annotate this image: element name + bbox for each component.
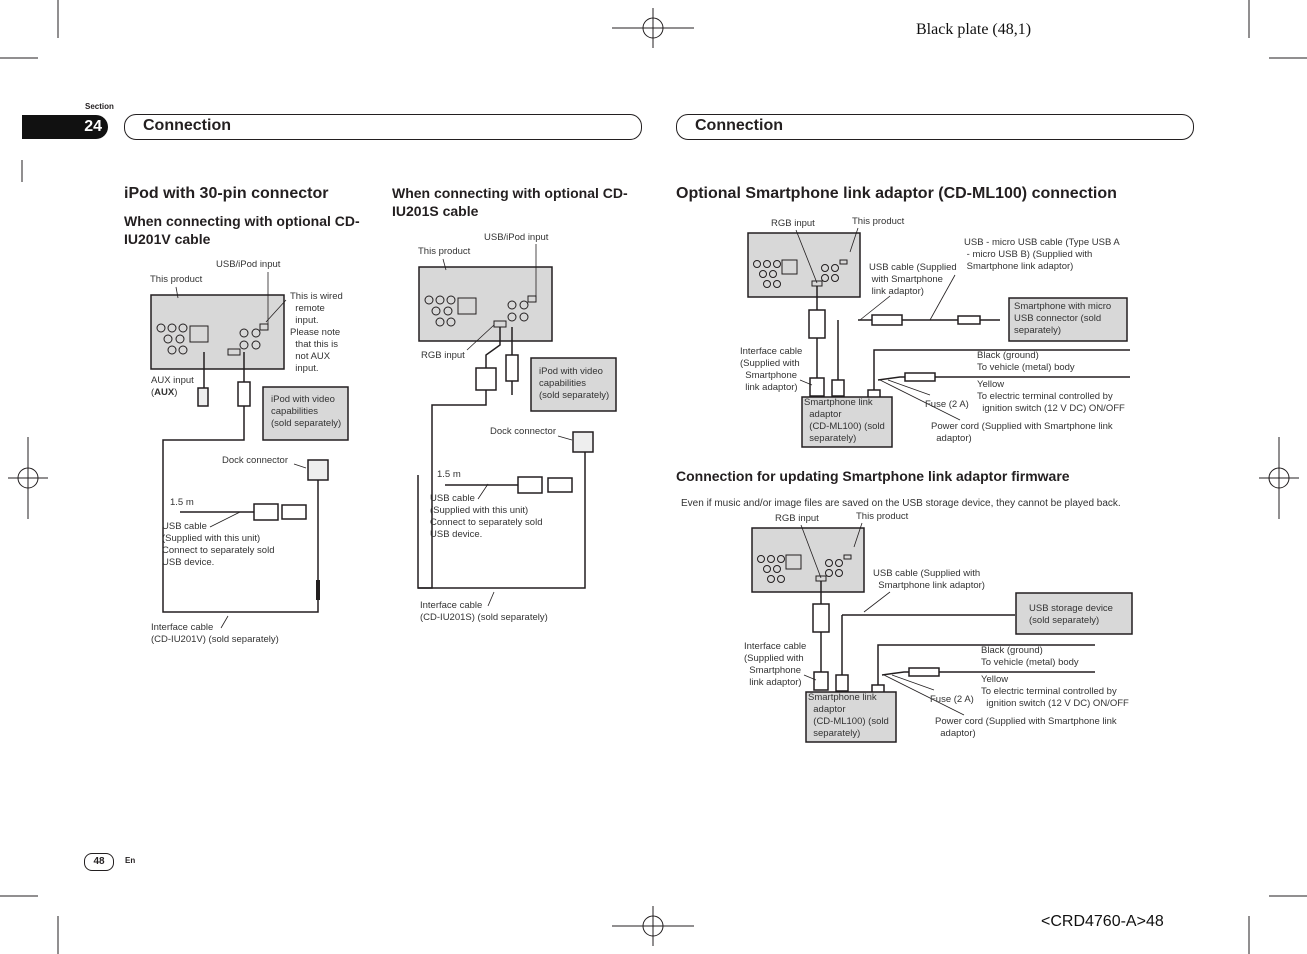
middle-usb-cable-label: USB cable (Supplied with this unit) Connect to separately sold USB device.	[430, 493, 543, 540]
left-usb-ipod-label: USB/iPod input	[216, 259, 281, 270]
rb-this-product-label: This product	[856, 511, 909, 522]
left-interface-cable-label: Interface cable (CD-IU201V) (sold separately)	[151, 622, 279, 645]
document-code: <CRD4760-A>48	[1041, 913, 1164, 930]
header-right	[676, 114, 1194, 140]
middle-title: When connecting with optional CD-IU201S cable	[392, 185, 628, 219]
left-subtitle: When connecting with optional CD-IU201V cable	[124, 213, 360, 247]
rt-fuse-label: Fuse (2 A)	[925, 399, 969, 410]
rb-power-cord-label: Power cord (Supplied with Smartphone link adaptor)	[935, 716, 1117, 739]
middle-wiring-diagram	[418, 244, 616, 606]
header-left	[124, 114, 642, 140]
left-wired-remote-label: This is wired remote input. Please note that this is not AUX input.	[290, 291, 343, 374]
middle-interface-cable-label: Interface cable (CD-IU201S) (sold separately)	[420, 600, 548, 623]
rt-this-product-label: This product	[852, 216, 905, 227]
middle-usb-ipod-label: USB/iPod input	[484, 232, 549, 243]
left-title: iPod with 30-pin connector	[124, 185, 329, 202]
aux-input-text: AUX input	[151, 375, 194, 386]
page-number: 48	[84, 853, 114, 871]
rt-rgb-input-label: RGB input	[771, 218, 815, 229]
section-number: 24	[84, 118, 102, 135]
rt-power-cord-label: Power cord (Supplied with Smartphone link adaptor)	[931, 421, 1113, 444]
section-number-tab	[22, 115, 108, 139]
middle-ipod-video-label: iPod with video capabilities (sold separately)	[539, 366, 610, 401]
rb-black-ground-label: Black (ground) To vehicle (metal) body	[981, 645, 1079, 668]
registration-marks	[8, 8, 1299, 946]
language-label: En	[125, 856, 136, 865]
left-aux-input-label: AUX input (AUX)	[151, 375, 194, 398]
header-right-title: Connection	[695, 117, 783, 134]
aux-bold-text: AUX	[154, 387, 175, 398]
rb-adaptor-box-label: Smartphone link adaptor (CD-ML100) (sold separately)	[808, 692, 889, 739]
rt-adaptor-box-label: Smartphone link adaptor (CD-ML100) (sold separately)	[804, 397, 885, 444]
left-ipod-video-label: iPod with video capabilities (sold separately)	[271, 394, 342, 429]
firmware-title: Connection for updating Smartphone link adaptor firmware	[676, 468, 1070, 484]
section-label: Section	[85, 102, 114, 111]
rt-usb-cable-label: USB cable (Supplied with Smartphone link adaptor)	[869, 262, 957, 297]
left-usb-cable-label: USB cable (Supplied with this unit) Connect to separately sold USB device.	[162, 521, 275, 568]
rt-yellow-label: Yellow To electric terminal controlled by ignition switch (12 V DC) ON/OFF	[977, 379, 1125, 414]
left-dock-connector-label: Dock connector	[222, 455, 289, 466]
middle-this-product-label: This product	[418, 246, 471, 257]
rb-fuse-label: Fuse (2 A)	[930, 694, 974, 705]
right-title: Optional Smartphone link adaptor (CD-ML100) connection	[676, 185, 1117, 202]
middle-dock-connector-label: Dock connector	[490, 426, 557, 437]
rt-interface-cable-label: Interface cable (Supplied with Smartphone link adaptor)	[740, 346, 803, 393]
middle-rgb-input-label: RGB input	[421, 350, 465, 361]
header-left-title: Connection	[143, 117, 231, 134]
rt-black-ground-label: Black (ground) To vehicle (metal) body	[977, 350, 1075, 373]
plate-label: Black plate (48,1)	[916, 21, 1032, 38]
firmware-note: Even if music and/or image files are saved on the USB storage device, they cannot be played back.	[681, 498, 1121, 509]
rb-interface-cable-label: Interface cable (Supplied with Smartphone link adaptor)	[744, 641, 807, 688]
rt-usb-micro-label: USB - micro USB cable (Type USB A - micro USB B) (Supplied with Smartphone link adaptor)	[964, 237, 1120, 272]
rt-smartphone-label: Smartphone with micro USB connector (sold separately)	[1014, 301, 1112, 336]
rb-usb-cable-label: USB cable (Supplied with Smartphone link adaptor)	[873, 568, 985, 591]
rb-yellow-label: Yellow To electric terminal controlled by ignition switch (12 V DC) ON/OFF	[981, 674, 1129, 709]
rb-usb-storage-label: USB storage device (sold separately)	[1029, 603, 1113, 626]
middle-length-label: 1.5 m	[437, 469, 461, 480]
left-this-product-label: This product	[150, 274, 203, 285]
left-length-label: 1.5 m	[170, 497, 194, 508]
rb-rgb-input-label: RGB input	[775, 513, 819, 524]
